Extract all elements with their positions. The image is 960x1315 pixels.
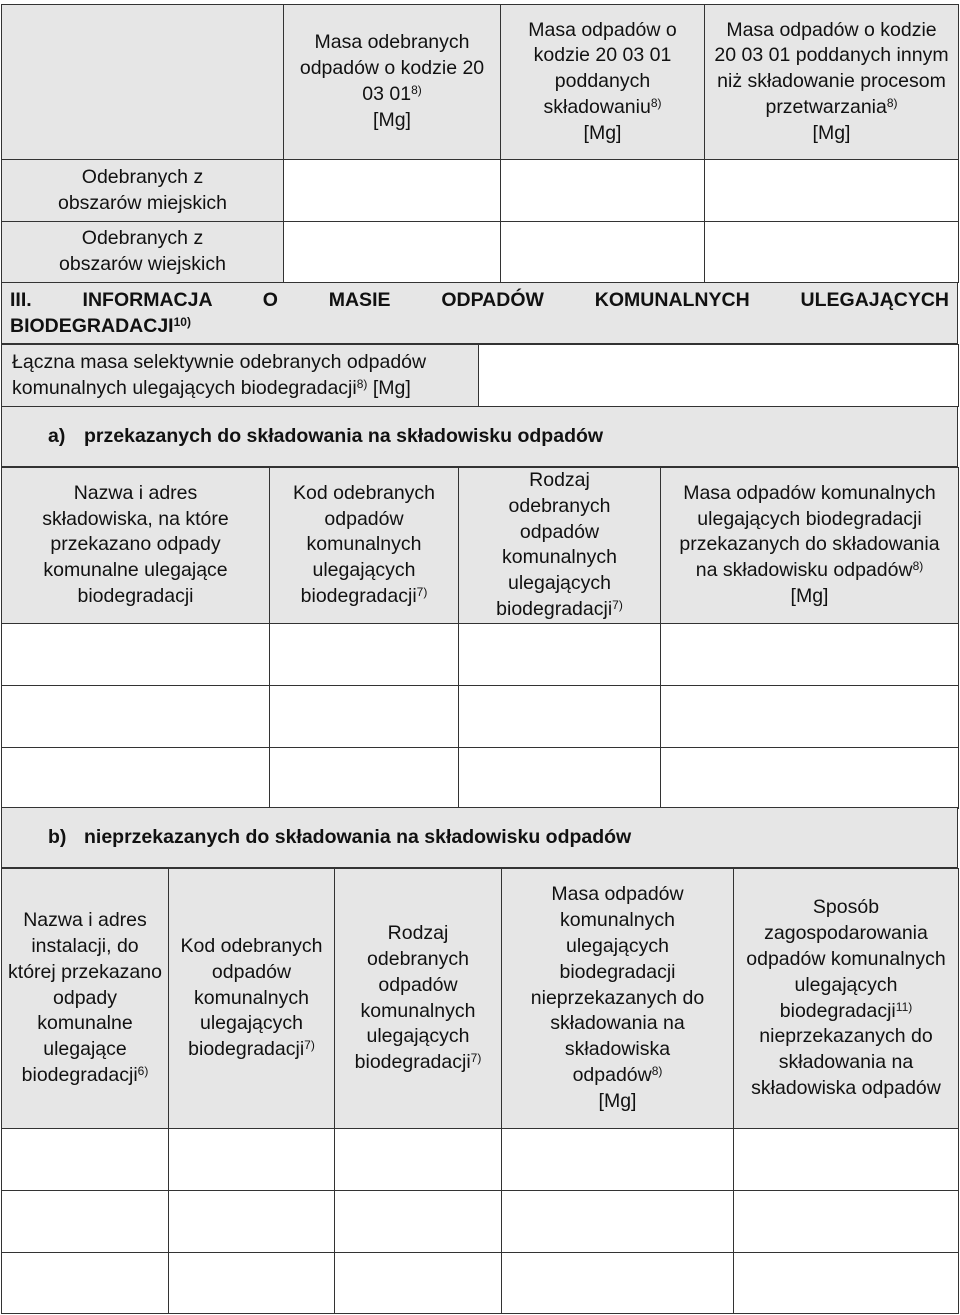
b-header-mass: Masa odpadów komunalnych ulegających biodegradacji nieprzekazanych do składowania na składowiska odpadów$^{8)}$ [Mg] [502,869,734,1129]
input-rural-landfilled[interactable] [501,222,705,283]
b-cell-code[interactable] [169,1129,335,1191]
input-rural-processed[interactable] [705,222,959,283]
section-3-title-line1: III. INFORMACJA O MASIE ODPADÓW KOMUNALNYCH ULEGAJĄCYCH [10,289,949,311]
total-mass-table [1,344,959,407]
b-header-method: Sposób zagospodarowania odpadów komunalnych ulegających biodegradacji$^{11)}$ nieprzekazanych do składowania na składowiska odpadów [734,869,959,1129]
a-cell-type[interactable] [459,623,661,685]
table-row [2,685,959,747]
part-a-heading [1,406,958,467]
input-rural-collected[interactable] [284,222,501,283]
part-b-heading [1,807,958,868]
b-cell-name[interactable] [2,1253,169,1314]
table-row [2,1253,959,1314]
top-corner-cell [2,5,284,160]
part-b-table [1,868,959,1314]
a-cell-mass[interactable] [661,623,959,685]
b-header-code: Kod odebranych odpadów komunalnych ulegających biodegradacji$^{7)}$ [169,869,335,1129]
part-a-letter: a) [48,425,66,447]
table-row [2,747,959,808]
a-cell-type[interactable] [459,747,661,808]
total-mass-input[interactable] [479,345,959,407]
b-cell-name[interactable] [2,1129,169,1191]
a-cell-type[interactable] [459,685,661,747]
b-cell-mass[interactable] [502,1129,734,1191]
b-cell-type[interactable] [335,1191,502,1253]
b-header-name-address: Nazwa i adres instalacji, do której przekazano odpady komunalne ulegające biodegradacji$^{6)}$ [2,869,169,1129]
a-cell-name[interactable] [2,685,270,747]
header-mass-collected: Masa odebranych odpadów o kodzie 20 03 01$^{8)}$ [Mg] [284,5,501,160]
row-label-urban: Odebranych z obszarów miejskich [2,160,284,222]
part-a-title: przekazanych do składowania na składowisku odpadów [84,425,604,447]
part-a-table [1,467,959,809]
b-cell-method[interactable] [734,1129,959,1191]
a-header-mass: Masa odpadów komunalnych ulegających biodegradacji przekazanych do składowania na składowisku odpadów$^{8)}$ [Mg] [661,468,959,624]
table-row [2,1129,959,1191]
b-cell-mass[interactable] [502,1253,734,1314]
row-label-rural: Odebranych z obszarów wiejskich [2,222,284,283]
b-cell-method[interactable] [734,1191,959,1253]
header-mass-processed: Masa odpadów o kodzie 20 03 01 poddanych innym niż składowanie procesom przetwarzania$^{8)}$ [Mg] [705,5,959,160]
table-row [2,623,959,685]
b-cell-code[interactable] [169,1253,335,1314]
a-header-name-address: Nazwa i adres składowiska, na które przekazano odpady komunalne ulegające biodegradacji [2,468,270,624]
input-urban-landfilled[interactable] [501,160,705,222]
top-mass-table [1,4,959,283]
a-cell-name[interactable] [2,623,270,685]
b-cell-code[interactable] [169,1191,335,1253]
part-b-title: nieprzekazanych do składowania na składowisku odpadów [84,826,632,848]
table-row [2,1191,959,1253]
a-cell-code[interactable] [270,685,459,747]
section-3-title [1,282,958,344]
b-cell-type[interactable] [335,1253,502,1314]
b-cell-name[interactable] [2,1191,169,1253]
a-header-type: Rodzaj odebranych odpadów komunalnych ulegających biodegradacji$^{7)}$ [459,468,661,624]
a-cell-mass[interactable] [661,685,959,747]
a-header-code: Kod odebranych odpadów komunalnych ulegających biodegradacji$^{7)}$ [270,468,459,624]
input-urban-processed[interactable] [705,160,959,222]
total-mass-label: Łączna masa selektywnie odebranych odpadów komunalnych ulegających biodegradacji$^{8)}$ [Mg] [2,345,479,407]
header-mass-landfilled: Masa odpadów o kodzie 20 03 01 poddanych składowaniu$^{8)}$ [Mg] [501,5,705,160]
b-cell-type[interactable] [335,1129,502,1191]
b-header-type: Rodzaj odebranych odpadów komunalnych ulegających biodegradacji$^{7)}$ [335,869,502,1129]
a-cell-code[interactable] [270,623,459,685]
a-cell-mass[interactable] [661,747,959,808]
a-cell-code[interactable] [270,747,459,808]
b-cell-mass[interactable] [502,1191,734,1253]
a-cell-name[interactable] [2,747,270,808]
part-b-letter: b) [48,826,67,848]
b-cell-method[interactable] [734,1253,959,1314]
input-urban-collected[interactable] [284,160,501,222]
section-3-title-line2: BIODEGRADACJI$^{10)}$ [10,315,191,337]
